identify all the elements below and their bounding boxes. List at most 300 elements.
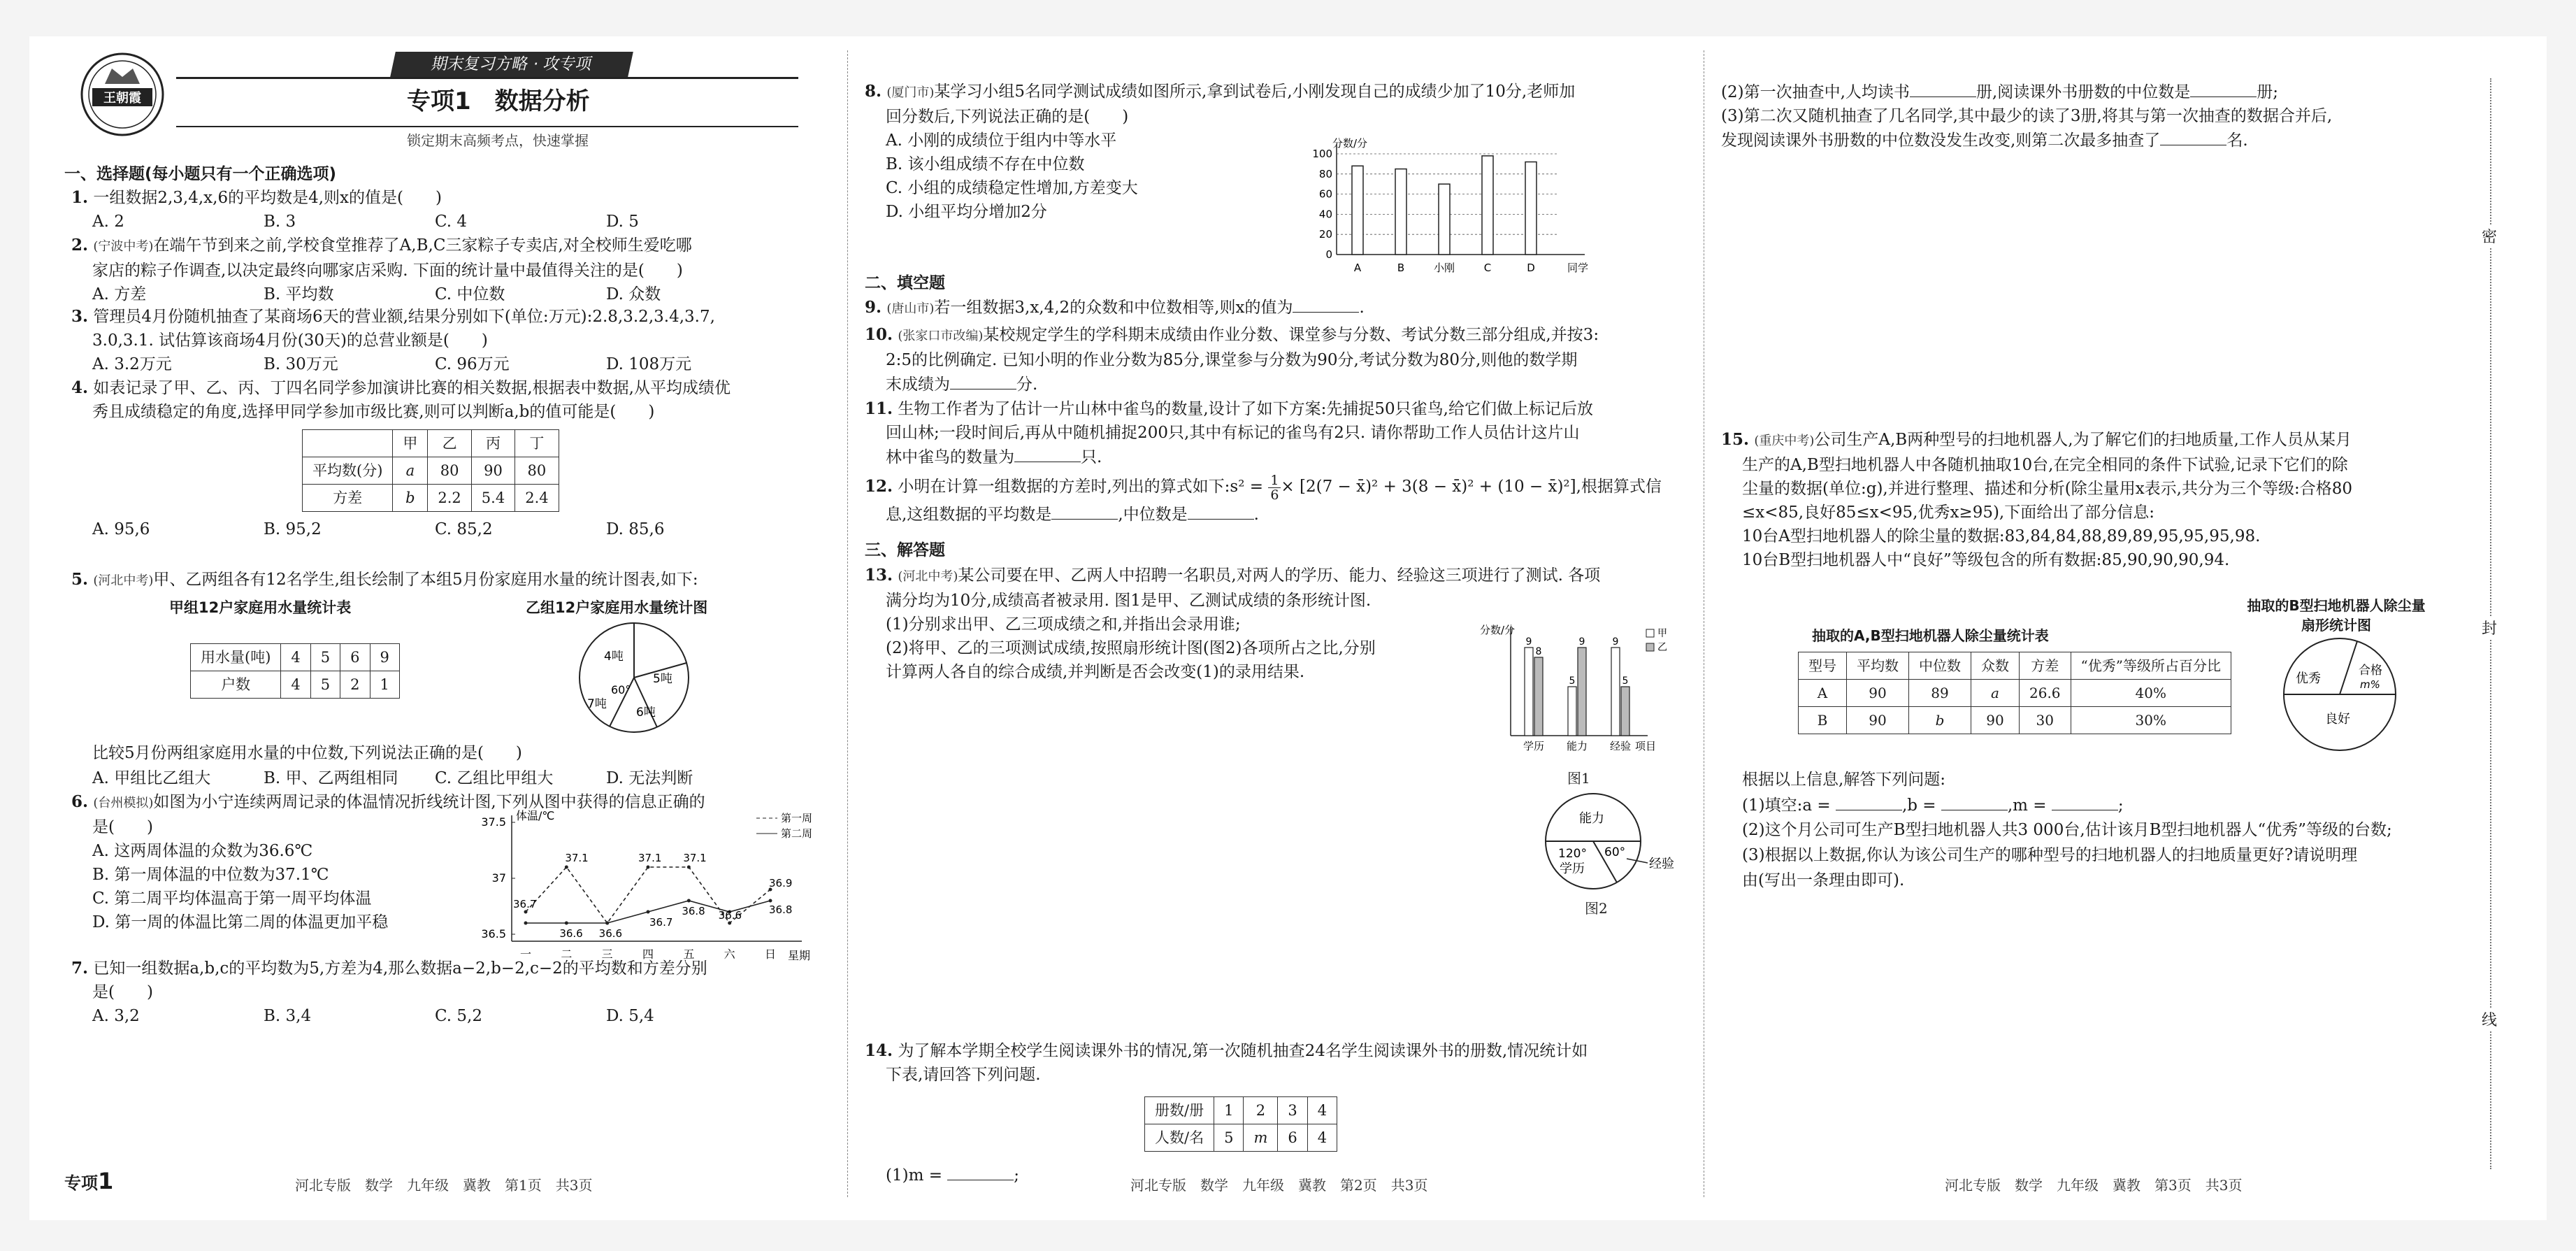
q-num: 14. (865, 1041, 893, 1060)
q-num: 1. (71, 188, 89, 207)
q-text: 林中雀鸟的数量为 (886, 448, 1014, 466)
table-cell: 型号 (1799, 652, 1847, 680)
question-13 (865, 564, 1690, 917)
data-label: 9 (1578, 636, 1585, 648)
q-text: (2)这个月公司可生产B型扫地机器人共3 000台,估计该月B型扫地机器人“优秀”等级的台数; (1742, 821, 2392, 839)
question-8 (865, 80, 1690, 274)
question-7 (71, 957, 826, 1028)
table-cell: 用水量(吨) (191, 644, 281, 671)
q15-pie-title (2217, 596, 2455, 635)
x-tick-label: 经验 (1609, 740, 1632, 752)
question-11 (865, 397, 1690, 469)
question-10 (865, 323, 1690, 396)
data-point (565, 866, 568, 869)
data-label: 5 (1622, 675, 1629, 687)
q-text: ,b = (1901, 796, 1941, 815)
q-text: 10台B型扫地机器人中“良好”等级包含的所有数据:85,90,90,90,94. (1742, 551, 2230, 569)
q-source: (重庆中考) (1754, 434, 1815, 448)
y-axis-label: 分数/分 (1480, 624, 1516, 636)
y-axis-label: 分数/分 (1332, 137, 1368, 150)
y-tick-label: 20 (1318, 228, 1332, 241)
q-text: 计算两人各自的综合成绩,并判断是否会改变(1)的录用结果. (886, 663, 1305, 681)
x-tick-label: 一 (519, 948, 532, 961)
q4-table (302, 429, 559, 512)
table-cell: 26.6 (2020, 680, 2071, 707)
q-text: . (1253, 505, 1259, 524)
q-text: (1)填空:a = (1742, 796, 1836, 815)
q-text: 在端午节到来之前,学校食堂推荐了A,B,C三家粽子专卖店,对全校师生爱吃哪 (153, 236, 692, 255)
q15-table (1798, 652, 2231, 734)
q-text: 册; (2257, 83, 2278, 101)
data-point (728, 922, 731, 925)
pie-title-line: 扇形统计图 (2301, 617, 2371, 634)
section-fill: 二、填空题 (865, 274, 945, 292)
answer-blank[interactable] (1051, 502, 1118, 520)
option-a: A. 甲组比乙组大 (92, 769, 211, 787)
q5-table (190, 643, 400, 699)
q-text: × [2(7 − x̄)² + 3(8 − x̄)² + (10 − x̄)²],根据算式信 (1281, 478, 1662, 496)
q-text: 由(写出一条理由即可). (1742, 871, 1905, 889)
footer-label-num: 1 (98, 1168, 114, 1194)
pie-label: 6吨 (636, 706, 656, 720)
q-text: 末成绩为 (886, 376, 950, 394)
option-b: B. 3 (264, 213, 296, 231)
pie-title-line: 抽取的B型扫地机器人除尘量 (2247, 597, 2426, 614)
q-text: 某学习小组5名同学测试成绩如图所示,拿到试卷后,小刚发现自己的成绩少加了10分,老师加 (934, 83, 1576, 101)
bar-甲 (1611, 648, 1620, 736)
q-num: 2. (71, 236, 89, 255)
y-tick-label: 100 (1312, 148, 1332, 160)
option-a: A. 3,2 (92, 1007, 140, 1025)
q-text: 是( ) (92, 818, 153, 836)
q-source: (河北中考) (93, 573, 154, 588)
x-tick-label: 能力 (1566, 740, 1588, 752)
option-a: A. 95,6 (92, 520, 150, 538)
data-point (769, 899, 772, 903)
option-b: B. 第一周体温的中位数为37.1℃ (92, 866, 329, 884)
bar (1525, 162, 1537, 255)
table-cell: 方差 (303, 485, 393, 512)
table-cell: 90 (1847, 680, 1909, 707)
table-cell: 80 (515, 457, 559, 485)
question-4 (71, 376, 826, 541)
option-a: A. 3.2万元 (92, 355, 172, 373)
q-source: (河北中考) (898, 569, 958, 584)
answer-blank[interactable] (2190, 80, 2257, 97)
data-label: 36.6 (559, 927, 583, 940)
page-subtitle: 锁定期末高频考点，快速掌握 (407, 132, 589, 149)
exam-sheet (29, 36, 2547, 1220)
q-text: 公司生产A,B两种型号的扫地机器人,为了解它们的扫地质量,工作人员从某月 (1814, 431, 2352, 449)
option-c: C. 96万元 (435, 355, 510, 373)
q-text: 2:5的比例确定. 已知小明的作业分数为85分,课堂参与分数为90分,考试分数为80分,则他的数学期 (886, 351, 1578, 369)
data-label: 36.8 (682, 905, 705, 917)
option-c: C. 小组的成绩稳定性增加,方差变大 (886, 179, 1138, 197)
table-cell: 平均数 (1847, 652, 1909, 680)
data-label: 36.6 (718, 909, 742, 922)
y-axis-label: 体温/℃ (516, 809, 555, 822)
legend-swatch (1646, 629, 1654, 637)
data-label: 36.6 (598, 927, 623, 940)
option-c: C. 4 (435, 213, 468, 231)
pie-label: 经验 (1649, 857, 1674, 871)
data-point (687, 899, 691, 903)
q-text: (3)根据以上数据,你认为该公司生产的哪种型号的扫地机器人的扫地质量更好?请说明理 (1742, 846, 2358, 864)
option-b: B. 3,4 (264, 1007, 312, 1025)
answer-blank[interactable] (1188, 502, 1254, 520)
legend-entry: 乙 (1657, 642, 1667, 653)
q-text: (3)第二次又随机抽查了几名同学,其中最少的读了3册,将其与第一次抽查的数据合并后, (1721, 107, 2333, 125)
q-text: ; (2117, 796, 2124, 815)
table-cell: B (1799, 707, 1847, 734)
data-point (647, 866, 650, 869)
q-text: ≤x<85,良好85≤x<95,优秀x≥95),下面给出了部分信息: (1742, 503, 2154, 522)
data-point (687, 866, 691, 869)
q-source: (台州模拟) (93, 796, 154, 810)
ability-bar-chart (1480, 624, 1690, 764)
x-tick-label: A (1353, 262, 1362, 274)
x-axis-label: 项目 (1635, 740, 1657, 752)
legend-entry: 甲 (1657, 628, 1667, 639)
table-cell: “优秀”等级所占百分比 (2071, 652, 2231, 680)
q-text: 如图为小宁连续两周记录的体温情况折线统计图,下列从图中获得的信息正确的 (153, 793, 705, 811)
data-label: 37.1 (565, 852, 589, 864)
figure-caption: 图1 (1567, 770, 1590, 787)
answer-blank[interactable] (947, 1163, 1014, 1180)
bar-乙 (1621, 687, 1629, 736)
answer-blank[interactable] (2160, 128, 2226, 145)
q-text: 分. (1016, 376, 1038, 394)
table-cell: 方差 (2020, 652, 2071, 680)
bar-甲 (1568, 687, 1576, 736)
data-label: 37.1 (638, 852, 662, 864)
legend-swatch (1646, 643, 1654, 651)
table-cell: 人数/名 (1145, 1124, 1214, 1152)
table-cell: A (1799, 680, 1847, 707)
pie-label: 合格 (2359, 664, 2382, 678)
q-num: 7. (71, 959, 89, 978)
weight-pie-chart (1543, 789, 1690, 894)
q-num: 13. (865, 566, 893, 585)
table-cell: 甲 (393, 430, 428, 457)
x-tick-label: 五 (683, 948, 695, 961)
data-point (565, 922, 568, 925)
data-point (524, 910, 528, 914)
y-tick-label: 36.5 (481, 927, 506, 941)
data-point (524, 922, 528, 925)
q-text: 回分数后,下列说法正确的是( ) (886, 108, 1129, 126)
table-cell: 90 (1971, 707, 2020, 734)
table-cell: 90 (471, 457, 515, 485)
q-num: 15. (1721, 430, 1750, 449)
data-point (605, 922, 609, 925)
x-tick-label: 四 (642, 948, 654, 961)
option-b: B. 该小组成绩不存在中位数 (886, 155, 1085, 173)
option-d: D. 众数 (606, 285, 661, 303)
q-text: 比较5月份两组家庭用水量的中位数,下列说法正确的是( ) (92, 744, 522, 762)
option-d: D. 小组平均分增加2分 (886, 203, 1047, 221)
table-cell: 2 (1244, 1097, 1278, 1124)
option-a: A. 这两周体温的众数为36.6℃ (92, 842, 313, 860)
pie-label: 优秀 (2296, 671, 2321, 686)
table-cell: 30 (2020, 707, 2071, 734)
pie-label: 7吨 (587, 697, 607, 711)
q-text: 若一组数据3,x,4,2的众数和中位数相等,则x的值为 (934, 299, 1293, 317)
footer-page-3: 河北专版 数学 九年级 冀教 第3页 共3页 (1945, 1177, 2243, 1194)
q-text: 息,这组数据的平均数是 (886, 505, 1052, 524)
answer-blank[interactable] (1293, 295, 1359, 313)
header-line-2 (176, 126, 798, 127)
table-cell: 6 (340, 644, 370, 671)
question-14: 14. 为了解本学期全校学生阅读课外书的情况,第一次随机抽查24名学生阅读课外书的册数,情况统计如 下表,请回答下列问题. 册数/册 1 2 3 4 人数/名 5 m 6 4 (1)m = ; (865, 1039, 1690, 1187)
question-9: 9. (唐山市)若一组数据3,x,4,2的众数和中位数相等,则x的值为 . (865, 295, 1690, 321)
q-num: 4. (71, 378, 89, 397)
x-axis-label: 同学 (1567, 262, 1589, 274)
bar (1439, 184, 1450, 255)
table-cell: 5 (310, 644, 340, 671)
pie-label: 能力 (1579, 811, 1604, 826)
option-d: D. 5,4 (606, 1007, 654, 1025)
option-d: D. 5 (606, 213, 639, 231)
y-tick-label: 0 (1325, 248, 1332, 261)
q-text: 小明在计算一组数据的方差时,列出的算式如下:s² = (898, 478, 1269, 496)
x-axis-label: 星期 (788, 949, 811, 962)
table-cell: 5 (310, 671, 340, 699)
answer-blank[interactable] (2052, 793, 2118, 810)
q15-table-title: 抽取的A,B型扫地机器人除尘量统计表 (1812, 627, 2049, 644)
bar (1395, 169, 1406, 255)
table-cell: 30% (2071, 707, 2231, 734)
q-text: 生产的A,B型扫地机器人中各随机抽取10台,在完全相同的条件下试验,记录下它们的除 (1742, 456, 2348, 474)
table-cell: 80 (428, 457, 471, 485)
question-14-cont (1721, 80, 2483, 152)
option-d: D. 108万元 (606, 355, 692, 373)
binding-char-1: 密 (2482, 225, 2497, 247)
column-divider (847, 50, 848, 1197)
option-c: C. 中位数 (435, 285, 505, 303)
option-c: C. 5,2 (435, 1007, 482, 1025)
footer-page-1: 河北专版 数学 九年级 冀教 第1页 共3页 (295, 1177, 593, 1194)
q-text: 名. (2226, 131, 2248, 150)
table-cell: 丁 (515, 430, 559, 457)
table-cell: b (393, 485, 428, 512)
q-text: 生物工作者为了估计一片山林中雀鸟的数量,设计了如下方案:先捕捉50只雀鸟,给它们做上标记后放 (898, 400, 1593, 418)
table-cell: 90 (1847, 707, 1909, 734)
data-label: 37.1 (683, 852, 707, 864)
header-banner: 期末复习方略 · 攻专项 (390, 52, 633, 77)
table-cell: 4 (281, 671, 310, 699)
bar-乙 (1534, 657, 1543, 736)
bar (1352, 166, 1363, 255)
data-label: 8 (1535, 646, 1542, 657)
question-6 (71, 790, 826, 962)
option-b: B. 平均数 (264, 285, 334, 303)
option-a: A. 2 (92, 213, 124, 231)
pie-label: 学历 (1560, 862, 1585, 876)
data-label: 36.9 (769, 877, 793, 889)
x-tick-label: 二 (561, 948, 573, 961)
q-text: 是( ) (92, 983, 153, 1001)
question-5 (71, 568, 826, 787)
data-label: 36.7 (513, 898, 537, 910)
x-tick-label: 三 (601, 948, 613, 961)
table-cell: b (1909, 707, 1971, 734)
table-cell: 4 (1307, 1097, 1337, 1124)
q-num: 6. (71, 792, 89, 811)
option-a: A. 方差 (92, 285, 147, 303)
table-cell: 丙 (471, 430, 515, 457)
option-c: C. 第二周平均体温高于第一周平均体温 (92, 889, 372, 908)
y-tick-label: 40 (1318, 208, 1332, 221)
table-cell: 户数 (191, 671, 281, 699)
data-label: 9 (1612, 636, 1619, 648)
option-d: D. 第一周的体温比第二周的体温更加平稳 (92, 913, 389, 931)
q-num: 11. (865, 399, 893, 418)
table-cell: 4 (1307, 1124, 1337, 1152)
q-text: (1)分别求出甲、乙三项成绩之和,并指出会录用谁; (886, 615, 1241, 634)
logo-icon (77, 49, 168, 140)
data-point (647, 910, 650, 914)
pie-label: 良好 (2325, 712, 2350, 727)
q-num: 5. (71, 570, 89, 589)
legend-entry: 第一周 (781, 812, 813, 824)
table-cell: 5 (1214, 1124, 1244, 1152)
x-tick-label: C (1483, 262, 1492, 274)
q-text: 10台A型扫地机器人的除尘量的数据:83,84,84,88,89,89,95,95,95,98. (1742, 527, 2261, 545)
table-cell: 3 (1278, 1097, 1307, 1124)
q-source: (宁波中考) (93, 239, 154, 254)
table-cell: 40% (2071, 680, 2231, 707)
q-text: 发现阅读课外书册数的中位数没发生改变,则第二次最多抽查了 (1721, 131, 2161, 150)
answer-blank[interactable] (1910, 80, 1976, 97)
q-num: 12. (865, 477, 893, 496)
q-text: ,中位数是 (1118, 505, 1188, 524)
answer-blank[interactable] (1941, 793, 2008, 810)
option-c: C. 85,2 (435, 520, 493, 538)
q-text: 册,阅读课外书册数的中位数是 (1976, 83, 2191, 101)
x-tick-label: D (1527, 262, 1535, 274)
figure-caption: 图2 (1585, 900, 1608, 917)
footer-page-2: 河北专版 数学 九年级 冀教 第2页 共3页 (1130, 1177, 1428, 1194)
pie-angle: 120° (1558, 847, 1587, 861)
table-cell: 89 (1909, 680, 1971, 707)
score-bar-chart (1305, 136, 1613, 283)
q-text: 一组数据2,3,4,x,6的平均数是4,则x的值是( ) (93, 189, 442, 207)
y-tick-label: 37.5 (481, 815, 506, 829)
question-1 (71, 186, 826, 234)
q5-pie-title: 乙组12户家庭用水量统计图 (526, 599, 708, 616)
q5-pie-chart (575, 618, 693, 737)
table-cell: 9 (370, 644, 399, 671)
pie-label: 5吨 (653, 672, 672, 686)
legend-entry: 第二周 (781, 827, 813, 840)
q-text: (2)将甲、乙的三项测试成绩,按照扇形统计图(图2)各项所占之比,分别 (886, 639, 1376, 657)
q-text: 下表,请回答下列问题. (886, 1066, 1041, 1084)
binding-char-3: 线 (2482, 1008, 2497, 1030)
answer-blank[interactable] (950, 372, 1016, 389)
q-source: (张家口市改编) (898, 329, 984, 343)
table-cell: 平均数(分) (303, 457, 393, 485)
data-label: 9 (1525, 636, 1532, 648)
q-num: 3. (71, 307, 89, 326)
table-cell: 2 (340, 671, 370, 699)
option-c: C. 乙组比甲组大 (435, 769, 554, 787)
pie-angle: 60° (1604, 845, 1626, 859)
q-text: 甲、乙两组各有12名学生,组长绘制了本组5月份家庭用水量的统计图表,如下: (153, 571, 698, 589)
option-b: B. 甲、乙两组相同 (264, 769, 398, 787)
fraction-num: 1 (1268, 473, 1281, 488)
q-text: 已知一组数据a,b,c的平均数为5,方差为4,那么数据a−2,b−2,c−2的平均数和方差分别 (93, 959, 707, 978)
q-num: 10. (865, 325, 893, 344)
q-text: 管理员4月份随机抽查了某商场6天的营业额,结果分别如下(单位:万元):2.8,3.2,3.4,3.7, (93, 308, 715, 326)
q-text: 某校规定学生的学科期末成绩由作业分数、课堂参与分数、考试分数三部分组成,并按3: (983, 326, 1599, 344)
data-label: 36.8 (769, 903, 793, 916)
data-label: 36.7 (649, 916, 673, 929)
table-cell: 1 (1214, 1097, 1244, 1124)
q14-table (1144, 1096, 1337, 1152)
logo-text: 王朝霞 (103, 91, 141, 106)
q-num: 8. (865, 82, 882, 101)
x-tick-label: B (1397, 262, 1405, 274)
option-a: A. 小刚的成绩位于组内中等水平 (886, 131, 1117, 150)
q-text: 为了解本学期全校学生阅读课外书的情况,第一次随机抽查24名学生阅读课外书的册数,情况统计如 (898, 1042, 1588, 1060)
x-tick-label: 小刚 (1433, 262, 1455, 274)
table-cell: a (393, 457, 428, 485)
q-text: (1)m = (886, 1166, 948, 1185)
q-source: (厦门市) (886, 85, 935, 100)
y-tick-label: 60 (1318, 187, 1332, 201)
table-cell: a (1971, 680, 2020, 707)
q-text: 满分均为10分,成绩高者被录用. 图1是甲、乙测试成绩的条形统计图. (886, 592, 1372, 610)
q-text: 只. (1081, 448, 1102, 466)
q-text: 如表记录了甲、乙、丙、丁四名同学参加演讲比赛的相关数据,根据表中数据,从平均成绩优 (93, 379, 731, 397)
q-text: 某公司要在甲、乙两人中招聘一名职员,对两人的学历、能力、经验这三项进行了测试. 各项 (958, 566, 1601, 585)
option-b: B. 95,2 (264, 520, 322, 538)
bar-乙 (1578, 648, 1586, 736)
bar (1482, 156, 1493, 255)
answer-blank[interactable] (1836, 793, 1902, 810)
table-cell: 4 (281, 644, 310, 671)
section-choice: 一、选择题(每小题只有一个正确选项) (64, 165, 337, 183)
table-cell: 册数/册 (1145, 1097, 1214, 1124)
table-cell: 2.4 (515, 485, 559, 512)
temperature-line-chart (470, 808, 819, 962)
x-tick-label: 学历 (1523, 740, 1545, 752)
answer-blank[interactable] (1014, 445, 1081, 462)
table-cell: 众数 (1971, 652, 2020, 680)
y-tick-label: 37 (491, 871, 506, 885)
fraction (1268, 473, 1281, 502)
x-tick-label: 日 (764, 948, 777, 961)
q-text: ,m = (2007, 796, 2052, 815)
footer-label (64, 1169, 113, 1195)
pie-angle: 60° (611, 683, 631, 696)
q-text: (2)第一次抽查中,人均读书 (1721, 83, 1910, 101)
q-num: 9. (865, 298, 882, 317)
q5-table-title: 甲组12户家庭用水量统计表 (169, 599, 352, 616)
question-2 (71, 234, 826, 306)
table-cell: 1 (370, 671, 399, 699)
header-line (176, 77, 798, 79)
footer-label-text: 专项 (64, 1173, 98, 1193)
table-cell: m (1244, 1124, 1278, 1152)
table-cell: 乙 (428, 430, 471, 457)
pie-label: m% (2360, 678, 2380, 691)
q-text: 根据以上信息,解答下列问题: (1742, 771, 1946, 789)
section-answer: 三、解答题 (865, 541, 945, 559)
question-15 (1721, 428, 2483, 889)
q-source: (唐山市) (886, 301, 935, 316)
